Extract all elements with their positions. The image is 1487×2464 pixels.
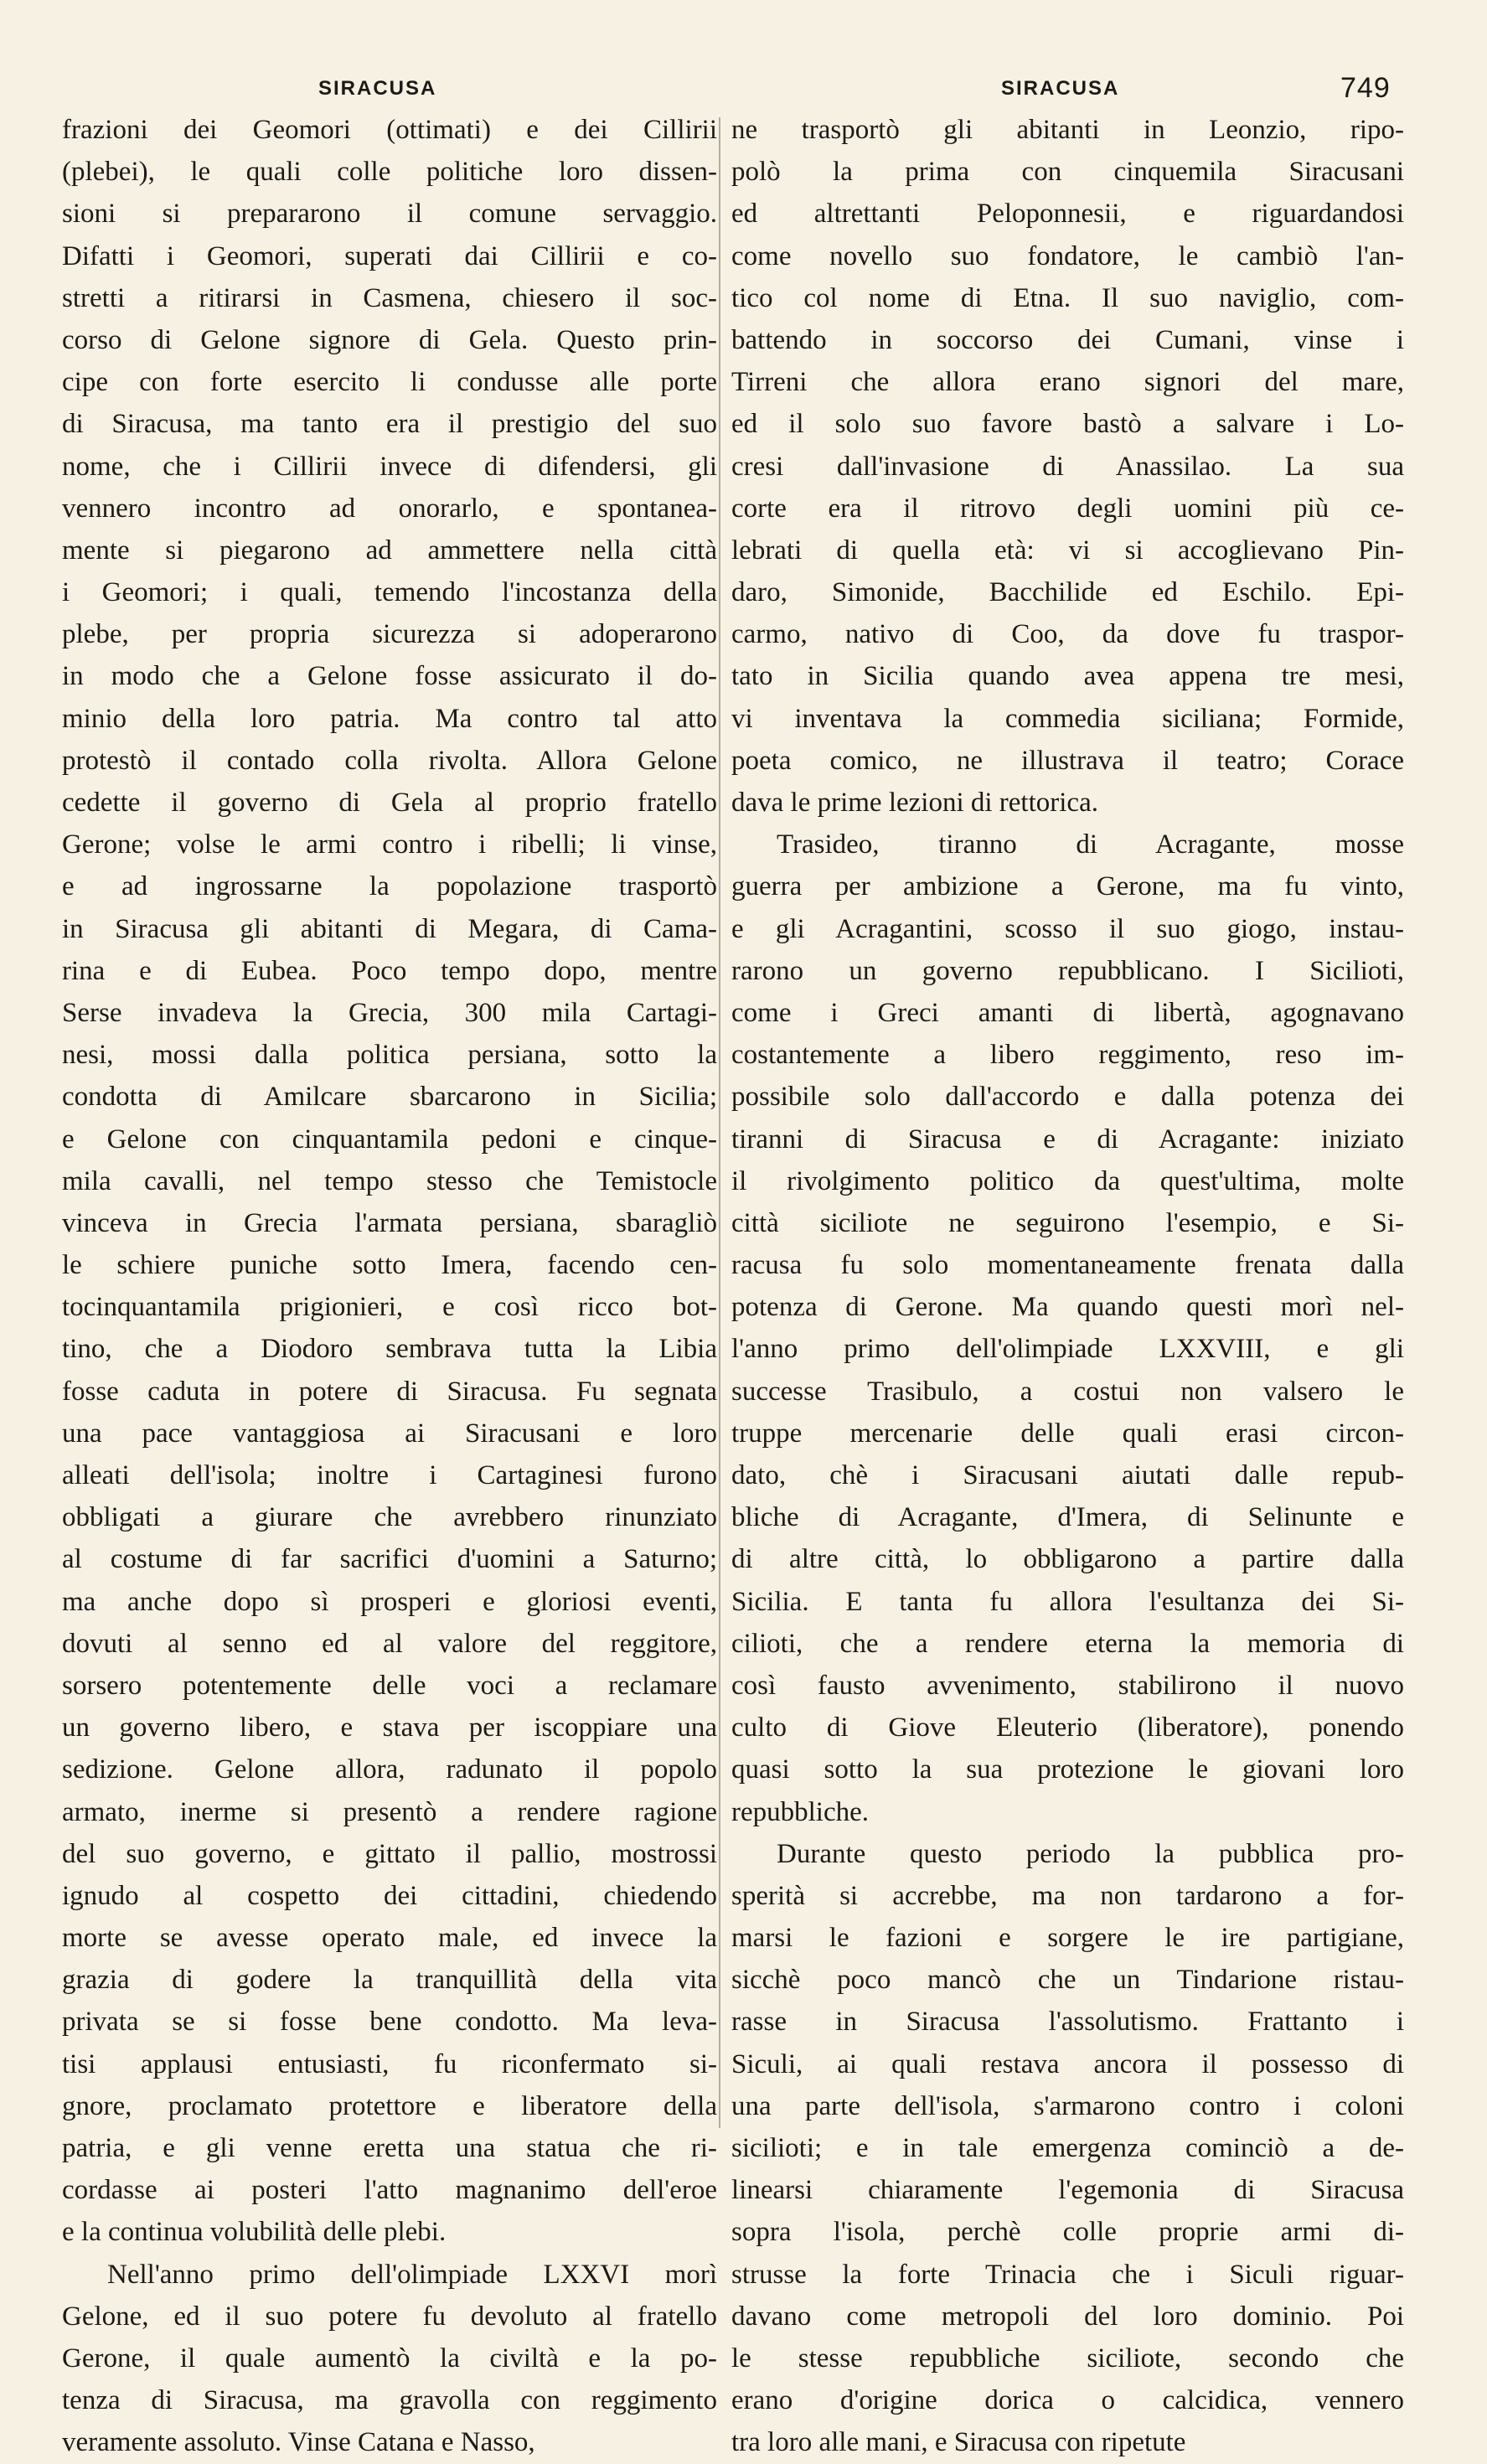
text-line: morte se avesse operato male, ed invece la <box>62 1923 717 1954</box>
text-line: Tirreni che allora erano signori del mare, <box>731 367 1404 398</box>
text-line: nome, che i Cillirii invece di difendersi, gli <box>62 451 717 482</box>
text-line: erano d'origine dorica o calcidica, vennero <box>731 2385 1404 2416</box>
text-line: come i Greci amanti di libertà, agognavano <box>731 997 1404 1028</box>
text-line: poeta comico, ne illustrava il teatro; Corace <box>731 745 1404 776</box>
text-line: armato, inerme si presentò a rendere ragione <box>62 1796 717 1827</box>
text-line: vennero incontro ad onorarlo, e spontanea- <box>62 493 717 524</box>
text-line: condotta di Amilcare sbarcarono in Sicilia; <box>62 1082 717 1113</box>
text-line: Nell'anno primo dell'olimpiade LXXVI morì <box>107 2259 717 2290</box>
text-line: daro, Simonide, Bacchilide ed Eschilo. Epi- <box>731 577 1404 608</box>
text-line: tra loro alle mani, e Siracusa con ripetute <box>731 2427 1186 2458</box>
text-line: ma anche dopo sì prosperi e gloriosi eventi, <box>62 1586 717 1617</box>
text-line: obbligati a giurare che avrebbero rinunziato <box>62 1502 717 1533</box>
text-line: del suo governo, e gittato il pallio, mostrossi <box>62 1838 717 1869</box>
text-line: potenza di Gerone. Ma quando questi morì nel- <box>731 1292 1404 1323</box>
text-line: mente si piegarono ad ammettere nella città <box>62 535 717 566</box>
text-line: sorsero potentemente delle voci a reclamare <box>62 1670 717 1701</box>
text-line: dovuti al senno ed al valore del reggitore, <box>62 1628 717 1659</box>
text-line: Gerone, il quale aumentò la civiltà e la po- <box>62 2343 717 2374</box>
text-line: carmo, nativo di Coo, da dove fu traspor- <box>731 619 1404 650</box>
text-line: alleati dell'isola; inoltre i Cartaginesi furono <box>62 1460 717 1490</box>
text-line: linearsi chiaramente l'egemonia di Siracusa <box>731 2175 1404 2206</box>
text-line: così fausto avvenimento, stabilirono il nuovo <box>731 1670 1404 1701</box>
text-line: tenza di Siracusa, ma gravolla con reggimento <box>62 2385 717 2416</box>
text-line: in Siracusa gli abitanti di Megara, di Cama- <box>62 913 717 944</box>
text-line: le stesse repubbliche siciliote, secondo che <box>731 2343 1404 2374</box>
text-line: costantemente a libero reggimento, reso im- <box>731 1040 1404 1071</box>
text-line: Gelone, ed il suo potere fu devoluto al fratello <box>62 2301 717 2332</box>
right-column <box>731 109 1404 2464</box>
running-header-right: SIRACUSA <box>1001 77 1120 100</box>
text-line: racusa fu solo momentaneamente frenata dalla <box>731 1250 1404 1281</box>
text-line: sioni si prepararono il comune servaggio. <box>62 199 717 230</box>
text-line: truppe mercenarie delle quali erasi circon- <box>731 1418 1404 1449</box>
text-line: vi inventava la commedia siciliana; Formide, <box>731 703 1404 734</box>
text-line: ed altrettanti Peloponnesii, e riguardandosi <box>731 199 1404 230</box>
text-line: Sicilia. E tanta fu allora l'esultanza dei Si- <box>731 1586 1404 1617</box>
text-line: grazia di godere la tranquillità della vita <box>62 1965 717 1996</box>
text-line: dava le prime lezioni di rettorica. <box>731 788 1098 818</box>
text-line: vinceva in Grecia l'armata persiana, sbaragliò <box>62 1207 717 1238</box>
text-line: patria, e gli venne eretta una statua che ri- <box>62 2133 717 2163</box>
text-line: sperità si accrebbe, ma non tardarono a for- <box>731 1880 1404 1911</box>
text-line: tisi applausi entusiasti, fu riconfermato si- <box>62 2048 717 2079</box>
text-line: Siculi, ai quali restava ancora il possesso di <box>731 2048 1404 2079</box>
text-line: fosse caduta in potere di Siracusa. Fu segnata <box>62 1376 717 1407</box>
text-line: plebe, per propria sicurezza si adoperarono <box>62 619 717 650</box>
text-line: ignudo al cospetto dei cittadini, chiedendo <box>62 1880 717 1911</box>
text-line: Durante questo periodo la pubblica pro- <box>777 1838 1404 1869</box>
text-line: possibile solo dall'accordo e dalla potenza dei <box>731 1082 1404 1113</box>
text-line: tocinquantamila prigionieri, e così ricco bot- <box>62 1292 717 1323</box>
text-line: cipe con forte esercito li condusse alle porte <box>62 367 717 398</box>
text-line: nesi, mossi dalla politica persiana, sotto la <box>62 1040 717 1071</box>
text-line: strusse la forte Trinacia che i Siculi riguar- <box>731 2259 1404 2290</box>
text-line: cedette il governo di Gela al proprio fratello <box>62 788 717 818</box>
text-line: battendo in soccorso dei Cumani, vinse i <box>731 324 1404 355</box>
text-line: cilioti, che a rendere eterna la memoria di <box>731 1628 1404 1659</box>
text-line: tico col nome di Etna. Il suo naviglio, com- <box>731 282 1404 313</box>
text-line: minio della loro patria. Ma contro tal atto <box>62 703 717 734</box>
text-line: corte era il ritrovo degli uomini più ce- <box>731 493 1404 524</box>
text-line: di Siracusa, ma tanto era il prestigio del suo <box>62 409 717 440</box>
text-line: guerra per ambizione a Gerone, ma fu vinto, <box>731 871 1404 902</box>
text-line: ne trasportò gli abitanti in Leonzio, ripo- <box>731 115 1404 145</box>
text-line: polò la prima con cinquemila Siracusani <box>731 157 1404 188</box>
text-line: marsi le fazioni e sorgere le ire partigiane, <box>731 1923 1404 1954</box>
text-line: stretti a ritirarsi in Casmena, chiesero il soc- <box>62 282 717 313</box>
text-line: il rivolgimento politico da quest'ultima, molte <box>731 1165 1404 1196</box>
text-line: come novello suo fondatore, le cambiò l'an- <box>731 240 1404 271</box>
text-line: frazioni dei Geomori (ottimati) e dei Cillirii <box>62 115 717 145</box>
text-line: protestò il contado colla rivolta. Allora Gelone <box>62 745 717 776</box>
text-line: corso di Gelone signore di Gela. Questo prin- <box>62 324 717 355</box>
text-line: rarono un governo repubblicano. I Sicilioti, <box>731 955 1404 986</box>
text-line: culto di Giove Eleuterio (liberatore), ponendo <box>731 1712 1404 1743</box>
page-number: 749 <box>1340 72 1391 104</box>
text-line: dato, chè i Siracusani aiutati dalle repub- <box>731 1460 1404 1490</box>
text-line: gnore, proclamato protettore e liberatore della <box>62 2090 717 2121</box>
text-line: Difatti i Geomori, superati dai Cillirii e co- <box>62 240 717 271</box>
text-line: Serse invadeva la Grecia, 300 mila Cartagi- <box>62 997 717 1028</box>
column-divider <box>719 117 720 2128</box>
text-line: Trasideo, tiranno di Acragante, mosse <box>777 829 1404 860</box>
text-line: al costume di far sacrifici d'uomini a Saturno; <box>62 1544 717 1575</box>
text-line: tiranni di Siracusa e di Acragante: iniziato <box>731 1124 1404 1155</box>
text-line: tino, che a Diodoro sembrava tutta la Libia <box>62 1334 717 1365</box>
text-line: l'anno primo dell'olimpiade LXXVIII, e gli <box>731 1334 1404 1365</box>
text-line: ed il solo suo favore bastò a salvare i Lo- <box>731 409 1404 440</box>
text-line: i Geomori; i quali, temendo l'incostanza della <box>62 577 717 608</box>
text-line: sicchè poco mancò che un Tindarione ristau- <box>731 1965 1404 1996</box>
text-line: città siciliote ne seguirono l'esempio, e Si- <box>731 1207 1404 1238</box>
text-line: e Gelone con cinquantamila pedoni e cinque- <box>62 1124 717 1155</box>
text-line: successe Trasibulo, a costui non valsero le <box>731 1376 1404 1407</box>
text-line: e gli Acragantini, scosso il suo giogo, instau- <box>731 913 1404 944</box>
text-line: privata se si fosse bene condotto. Ma leva- <box>62 2007 717 2038</box>
text-line: una parte dell'isola, s'armarono contro i coloni <box>731 2090 1404 2121</box>
text-line: mila cavalli, nel tempo stesso che Temistocle <box>62 1165 717 1196</box>
running-header-left: SIRACUSA <box>318 77 437 100</box>
left-column <box>62 109 717 2464</box>
text-line: in modo che a Gelone fosse assicurato il do- <box>62 661 717 692</box>
text-line: veramente assoluto. Vinse Catana e Nasso, <box>62 2427 535 2458</box>
text-line: Gerone; volse le armi contro i ribelli; li vinse, <box>62 829 717 860</box>
text-line: davano come metropoli del loro dominio. Poi <box>731 2301 1404 2332</box>
text-line: un governo libero, e stava per iscoppiare una <box>62 1712 717 1743</box>
text-line: sicilioti; e in tale emergenza cominciò a de- <box>731 2133 1404 2163</box>
text-line: quasi sotto la sua protezione le giovani loro <box>731 1754 1404 1785</box>
text-line: rasse in Siracusa l'assolutismo. Frattanto i <box>731 2007 1404 2038</box>
text-line: di altre città, lo obbligarono a partire dalla <box>731 1544 1404 1575</box>
text-line: bliche di Acragante, d'Imera, di Selinunte e <box>731 1502 1404 1533</box>
text-line: una pace vantaggiosa ai Siracusani e loro <box>62 1418 717 1449</box>
text-line: repubbliche. <box>731 1796 870 1827</box>
text-line: le schiere puniche sotto Imera, facendo cen- <box>62 1250 717 1281</box>
text-line: cordasse ai posteri l'atto magnanimo dell'eroe <box>62 2175 717 2206</box>
text-line: cresi dall'invasione di Anassilao. La sua <box>731 451 1404 482</box>
text-line: rina e di Eubea. Poco tempo dopo, mentre <box>62 955 717 986</box>
text-line: e ad ingrossarne la popolazione trasportò <box>62 871 717 902</box>
text-line: e la continua volubilità delle plebi. <box>62 2217 447 2248</box>
text-line: tato in Sicilia quando avea appena tre mesi, <box>731 661 1404 692</box>
text-line: lebrati di quella età: vi si accoglievano Pin- <box>731 535 1404 566</box>
text-line: sopra l'isola, perchè colle proprie armi di- <box>731 2217 1404 2248</box>
text-line: sedizione. Gelone allora, radunato il popolo <box>62 1754 717 1785</box>
text-line: (plebei), le quali colle politiche loro dissen- <box>62 157 717 188</box>
